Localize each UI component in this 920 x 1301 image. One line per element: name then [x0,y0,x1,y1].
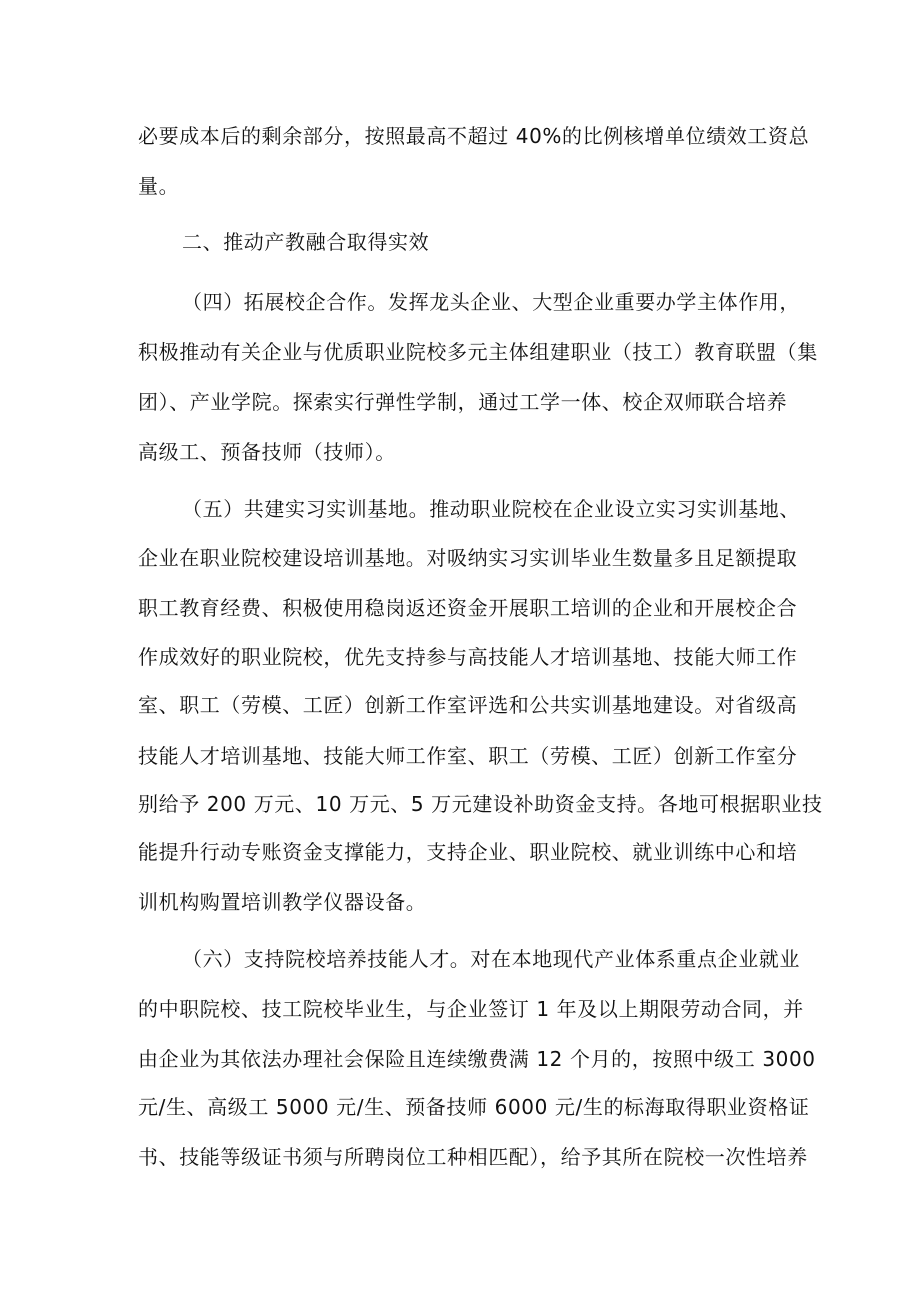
paragraph-line: 别给予 200 万元、10 万元、5 万元建设补助资金支持。各地可根据职业技 [138,792,823,816]
paragraph-line: 团）、产业学院。探索实行弹性学制，通过工学一体、校企双师联合培养 [138,390,788,414]
paragraph-line: 室、职工（劳模、工匠）创新工作室评选和公共实训基地建设。对省级高 [138,693,798,717]
paragraph-line: 训机构购置培训教学仪器设备。 [138,890,427,914]
section-heading: 二、推动产教融合取得实效 [182,230,430,254]
paragraph-line: （四）拓展校企合作。发挥龙头企业、大型企业重要办学主体作用， [182,290,800,314]
paragraph-line: （五）共建实习实训基地。推动职业院校在企业设立实习实训基地、 [182,497,800,521]
paragraph-line: （六）支持院校培养技能人才。对在本地现代产业体系重点企业就业 [182,947,800,971]
paragraph-line: 高级工、预备技师（技师）。 [138,440,396,464]
paragraph-line: 由企业为其依法办理社会保险且连续缴费满 12 个月的，按照中级工 3000 [138,1047,816,1071]
paragraph-line: 量。 [138,174,180,198]
paragraph-line: 企业在职业院校建设培训基地。对吸纳实习实训毕业生数量多且足额提取 [138,546,798,570]
paragraph-line: 职工教育经费、积极使用稳岗返还资金开展职工培训的企业和开展校企合 [138,596,798,620]
paragraph-line: 元/生、高级工 5000 元/生、预备技师 6000 元/生的标海取得职业资格证 [138,1095,810,1119]
paragraph-line: 的中职院校、技工院校毕业生，与企业签订 1 年及以上期限劳动合同，并 [138,997,804,1021]
paragraph-line: 技能人才培训基地、技能大师工作室、职工（劳模、工匠）创新工作室分 [138,744,798,768]
paragraph-line: 能提升行动专账资金支撑能力，支持企业、职业院校、就业训练中心和培 [138,840,798,864]
paragraph-line: 必要成本后的剩余部分，按照最高不超过 40%的比例核增单位绩效工资总 [138,124,810,148]
paragraph-line: 书、技能等级证书须与所聘岗位工种相匹配），给予其所在院校一次性培养 [138,1145,808,1169]
paragraph-line: 作成效好的职业院校，优先支持参与高技能人才培训基地、技能大师工作 [138,645,798,669]
paragraph-line: 积极推动有关企业与优质职业院校多元主体组建职业（技工）教育联盟（集 [138,340,818,364]
